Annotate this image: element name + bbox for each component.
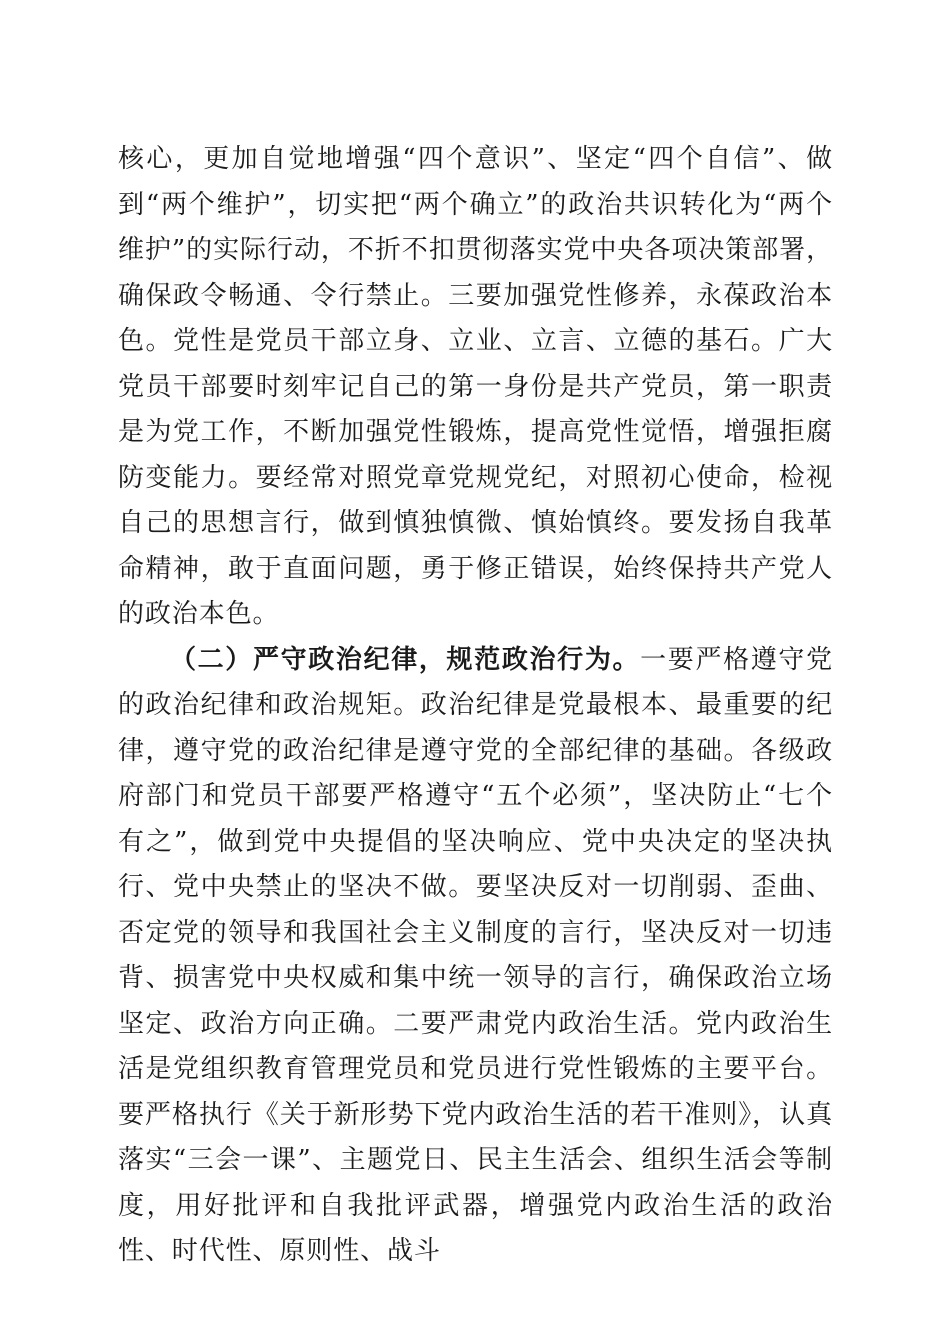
paragraph-2	[118, 638, 833, 1275]
paragraph-1	[118, 137, 833, 638]
paragraph-1-text: 核心，更加自觉地增强“四个意识”、坚定“四个自信”、做到“两个维护”，切实把“两个确立”的政治共识转化为“两个维护”的实际行动，不折不扣贯彻落实党中央各项决策部署，确保政令畅通、令行禁止。三要加强党性修养，永葆政治本色。党性是党员干部立身、立业、立言、立德的基石。广大党员干部要时刻牢记自己的第一身份是共产党员，第一职责是为党工作，不断加强党性锻炼，提高党性觉悟，增强拒腐防变能力。要经常对照党章党规党纪，对照初心使命，检视自己的思想言行，做到慎独慎微、慎始慎终。要发扬自我革命精神，敢于直面问题，勇于修正错误，始终保持共产党人的政治本色。	[118, 144, 833, 629]
paragraph-2-text: 一要严格遵守党的政治纪律和政治规矩。政治纪律是党最根本、最重要的纪律，遵守党的政治纪律是遵守党的全部纪律的基础。各级政府部门和党员干部要严格遵守“五个必须”，坚决防止“七个有之”，做到党中央提倡的坚决响应、党中央决定的坚决执行、党中央禁止的坚决不做。要坚决反对一切削弱、歪曲、否定党的领导和我国社会主义制度的言行，坚决反对一切违背、损害党中央权威和集中统一领导的言行，确保政治立场坚定、政治方向正确。二要严肃党内政治生活。党内政治生活是党组织教育管理党员和党员进行党性锻炼的主要平台。要严格执行《关于新形势下党内政治生活的若干准则》，认真落实“三会一课”、主题党日、民主生活会、组织生活会等制度，用好批评和自我批评武器，增强党内政治生活的政治性、时代性、原则性、战斗	[118, 644, 833, 1266]
paragraph-2-heading: （二）严守政治纪律，规范政治行为。	[170, 644, 641, 675]
body-text	[118, 137, 833, 1275]
